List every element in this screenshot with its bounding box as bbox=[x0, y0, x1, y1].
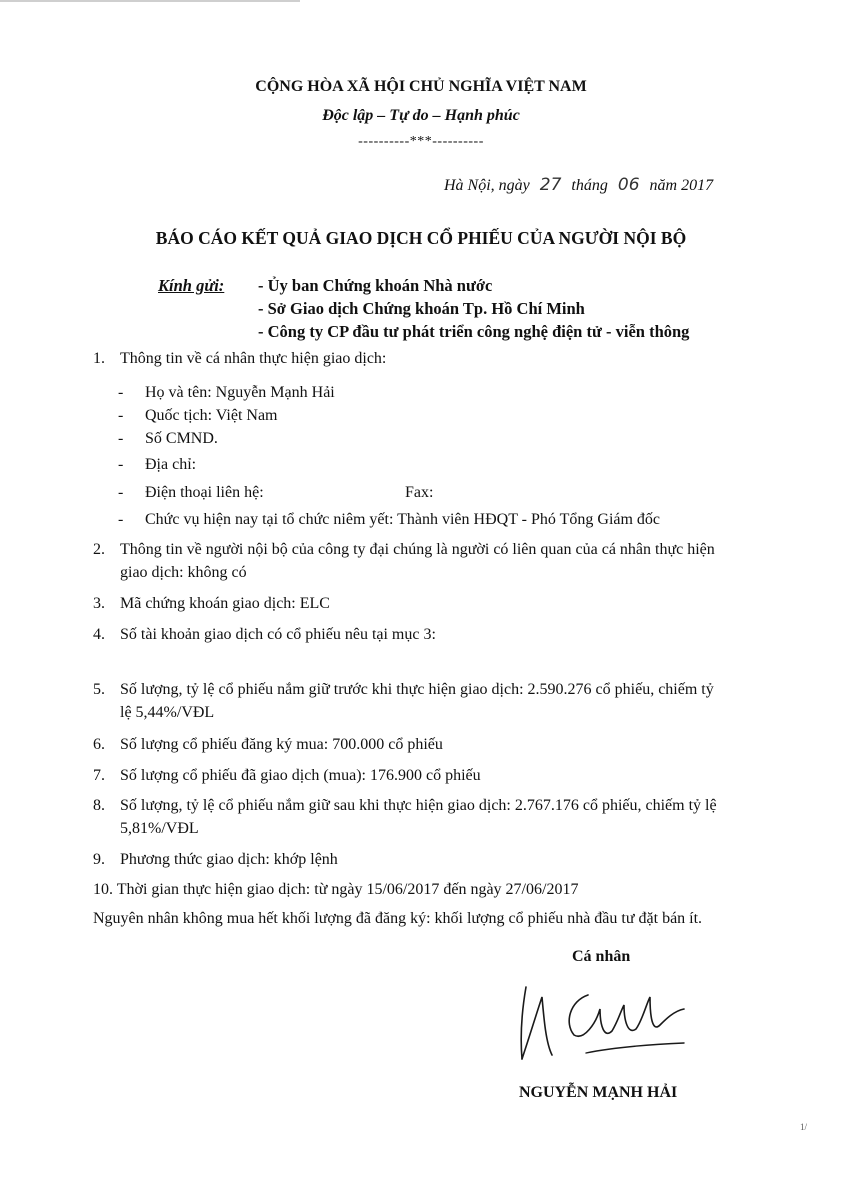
list-dash: - bbox=[118, 484, 124, 501]
section-9-text: Phương thức giao dịch: khớp lệnh bbox=[120, 851, 338, 868]
section-number: 9. bbox=[93, 851, 105, 868]
list-dash: - bbox=[118, 456, 124, 473]
section-1-text: Thông tin về cá nhân thực hiện giao dịch: bbox=[120, 350, 387, 367]
section-number: 4. bbox=[93, 626, 105, 643]
recipients-label: Kính gửi: bbox=[158, 276, 225, 295]
section-8-line1: Số lượng, tỷ lệ cổ phiếu nắm giữ sau khi thực hiện giao dịch: 2.767.176 cổ phiếu, chiếm tỷ lệ bbox=[120, 797, 717, 814]
recipient-item: - Ủy ban Chứng khoán Nhà nước bbox=[258, 276, 493, 295]
section-10-text: 10. Thời gian thực hiện giao dịch: từ ngày 15/06/2017 đến ngày 27/06/2017 bbox=[93, 881, 579, 898]
date-month-label: tháng bbox=[571, 177, 608, 194]
person-phone: Điện thoại liên hệ: bbox=[145, 484, 264, 501]
section-number: 8. bbox=[93, 797, 105, 814]
signer-name: NGUYỄN MẠNH HẢI bbox=[519, 1084, 678, 1101]
section-5-line2: lệ 5,44%/VĐL bbox=[120, 704, 215, 721]
person-fax: Fax: bbox=[405, 484, 434, 501]
section-2-line2: giao dịch: không có bbox=[120, 564, 247, 581]
date-day-handwritten: 27 bbox=[539, 175, 562, 195]
date-line bbox=[444, 175, 713, 195]
recipient-item: - Công ty CP đầu tư phát triển công nghệ điện tử - viễn thông bbox=[258, 322, 690, 341]
person-name: Họ và tên: Nguyễn Mạnh Hải bbox=[145, 384, 335, 401]
section-number: 6. bbox=[93, 736, 105, 753]
signature-title: Cá nhân bbox=[572, 948, 631, 965]
nation-heading: CỘNG HÒA XÃ HỘI CHỦ NGHĨA VIỆT NAM bbox=[255, 78, 587, 95]
header-separator: ----------***---------- bbox=[358, 134, 484, 149]
list-dash: - bbox=[118, 407, 124, 424]
section-number: 7. bbox=[93, 767, 105, 784]
person-nationality: Quốc tịch: Việt Nam bbox=[145, 407, 278, 424]
motto: Độc lập – Tự do – Hạnh phúc bbox=[322, 107, 520, 124]
section-7-text: Số lượng cổ phiếu đã giao dịch (mua): 176.900 cổ phiếu bbox=[120, 767, 481, 784]
section-2-line1: Thông tin về người nội bộ của công ty đại chúng là người có liên quan của cá nhân thực hiện bbox=[120, 541, 715, 558]
date-year: năm 2017 bbox=[649, 177, 714, 194]
date-place: Hà Nội, ngày bbox=[444, 177, 530, 194]
section-number: 1. bbox=[93, 350, 105, 367]
section-6-text: Số lượng cổ phiếu đăng ký mua: 700.000 cổ phiếu bbox=[120, 736, 443, 753]
section-number: 5. bbox=[93, 681, 105, 698]
section-number: 3. bbox=[93, 595, 105, 612]
section-3-text: Mã chứng khoán giao dịch: ELC bbox=[120, 595, 330, 612]
person-address: Địa chỉ: bbox=[145, 456, 197, 473]
section-8-line2: 5,81%/VĐL bbox=[120, 820, 199, 837]
list-dash: - bbox=[118, 384, 124, 401]
reason-text: Nguyên nhân không mua hết khối lượng đã đăng ký: khối lượng cổ phiếu nhà đầu tư đặt bán ít. bbox=[93, 910, 703, 927]
document-title: BÁO CÁO KẾT QUẢ GIAO DỊCH CỔ PHIẾU CỦA NGƯỜI NỘI BỘ bbox=[155, 228, 687, 248]
date-month-handwritten: 06 bbox=[617, 175, 640, 195]
section-4-text: Số tài khoản giao dịch có cổ phiếu nêu tại mục 3: bbox=[120, 626, 436, 643]
person-id-number: Số CMND. bbox=[145, 430, 218, 447]
section-number: 2. bbox=[93, 541, 105, 558]
page-mark: 1/ bbox=[800, 1122, 808, 1132]
scan-edge-line bbox=[0, 0, 300, 2]
section-5-line1: Số lượng, tỷ lệ cổ phiếu nắm giữ trước khi thực hiện giao dịch: 2.590.276 cổ phiếu, chiếm tỷ bbox=[120, 681, 714, 698]
list-dash: - bbox=[118, 430, 124, 447]
person-position: Chức vụ hiện nay tại tổ chức niêm yết: Thành viên HĐQT - Phó Tổng Giám đốc bbox=[145, 511, 661, 528]
handwritten-signature bbox=[500, 975, 690, 1070]
recipient-item: - Sở Giao dịch Chứng khoán Tp. Hồ Chí Minh bbox=[258, 299, 585, 318]
list-dash: - bbox=[118, 511, 124, 528]
